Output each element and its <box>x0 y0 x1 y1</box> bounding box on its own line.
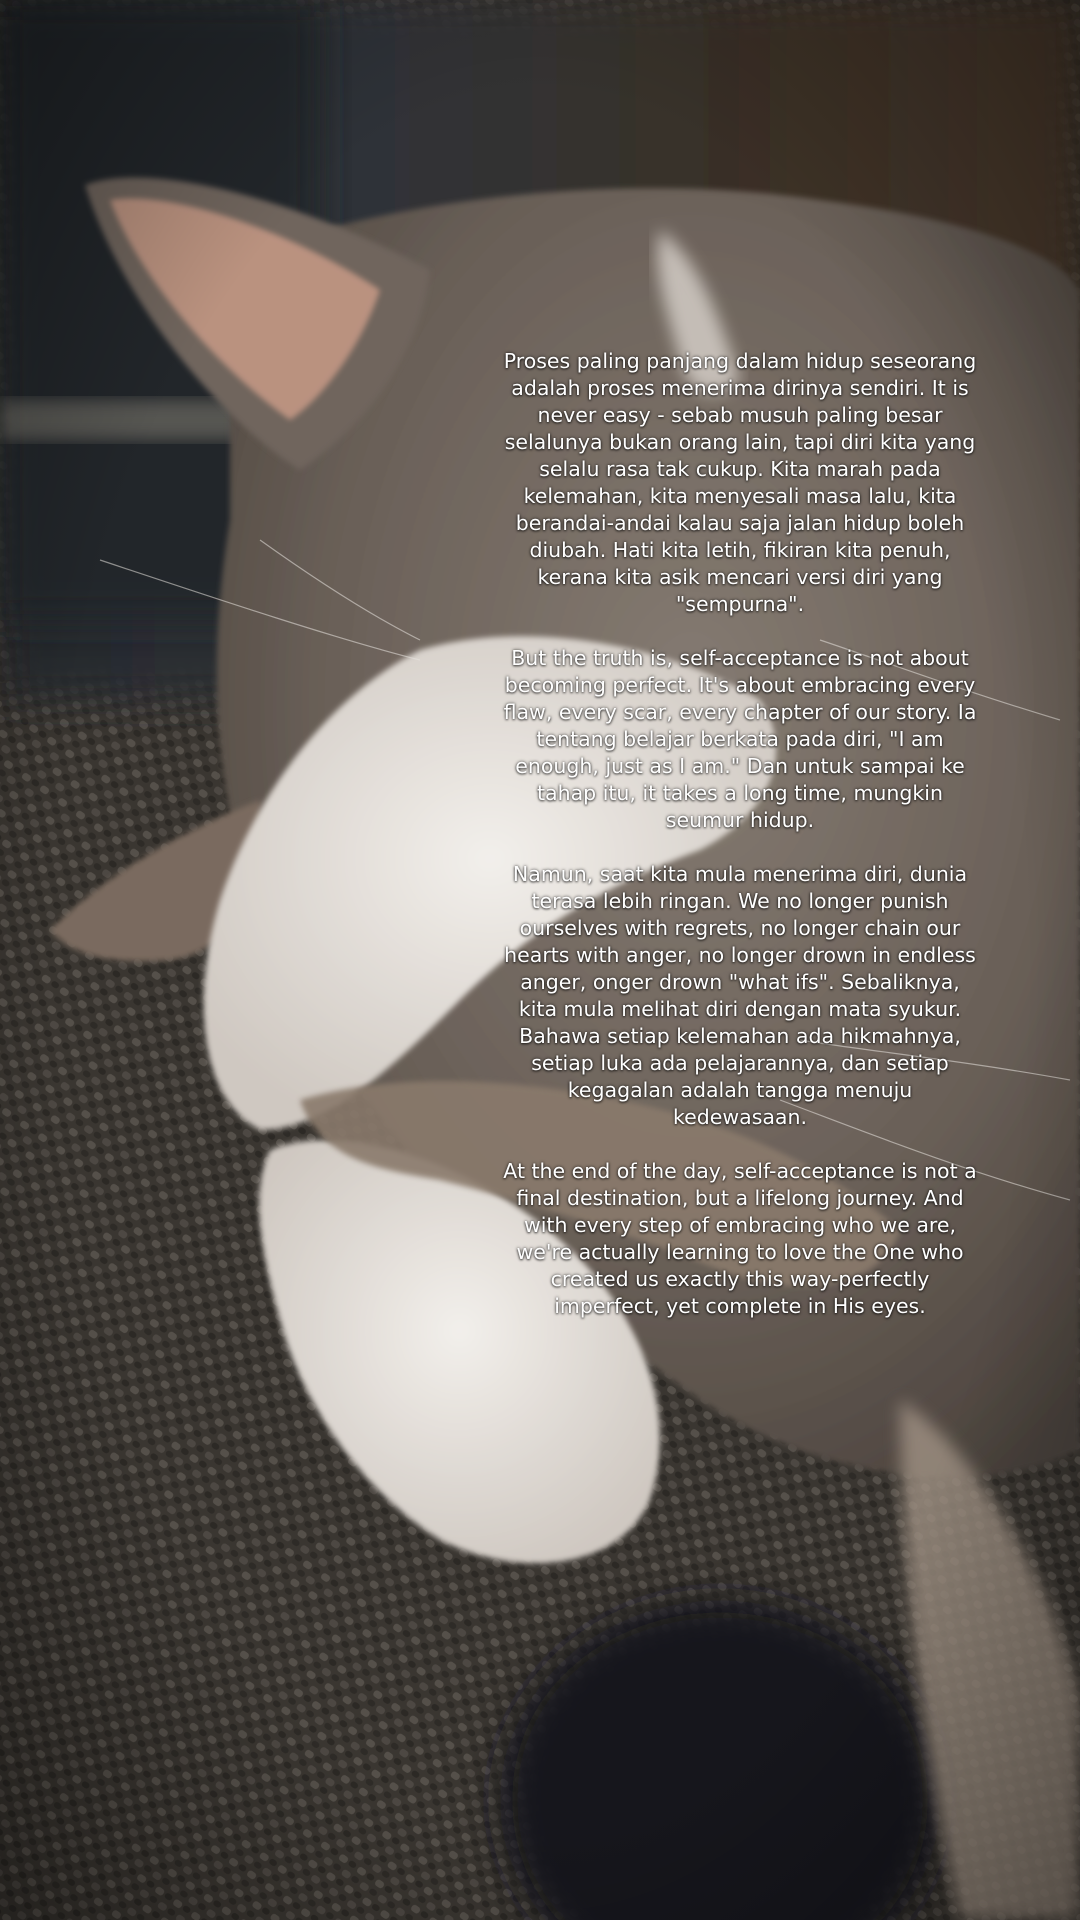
quote-paragraph-3: Namun, saat kita mula menerima diri, dunia terasa lebih ringan. We no longer punish ourselves with regrets, no longer chain our hearts with anger, no longer drown in endless anger, onger drown "what ifs". Sebaliknya, kita mula melihat diri dengan mata syukur. Bahawa setiap kelemahan ada hikmahnya, setiap luka ada pelajarannya, dan setiap kegagalan adalah tangga menuju kedewasaan. <box>504 862 976 1129</box>
quote-paragraph-1: Proses paling panjang dalam hidup seseorang adalah proses menerima dirinya sendiri. It is never easy - sebab musuh paling besar selalunya bukan orang lain, tapi diri kita yang selalu rasa tak cukup. Kita marah pada kelemahan, kita menyesali masa lalu, kita berandai-andai kalau saja jalan hidup boleh diubah. Hati kita letih, fikiran kita penuh, kerana kita asik mencari versi diri yang "sempurna". <box>503 349 977 616</box>
quote-paragraph-2: But the truth is, self-acceptance is not about becoming perfect. It's about embracing every flaw, every scar, every chapter of our story. Ia tentang belajar berkata pada diri, "I am enough, just as I am." Dan untuk sampai ke tahap itu, it takes a long time, mungkin seumur hidup. <box>503 646 977 832</box>
quote-text-block <box>500 348 980 1320</box>
quote-paragraph-4: At the end of the day, self-acceptance is not a final destination, but a lifelong journey. And with every step of embracing who we are, we're actually learning to love the One who created us exactly this way-perfectly imperfect, yet complete in His eyes. <box>503 1159 977 1318</box>
